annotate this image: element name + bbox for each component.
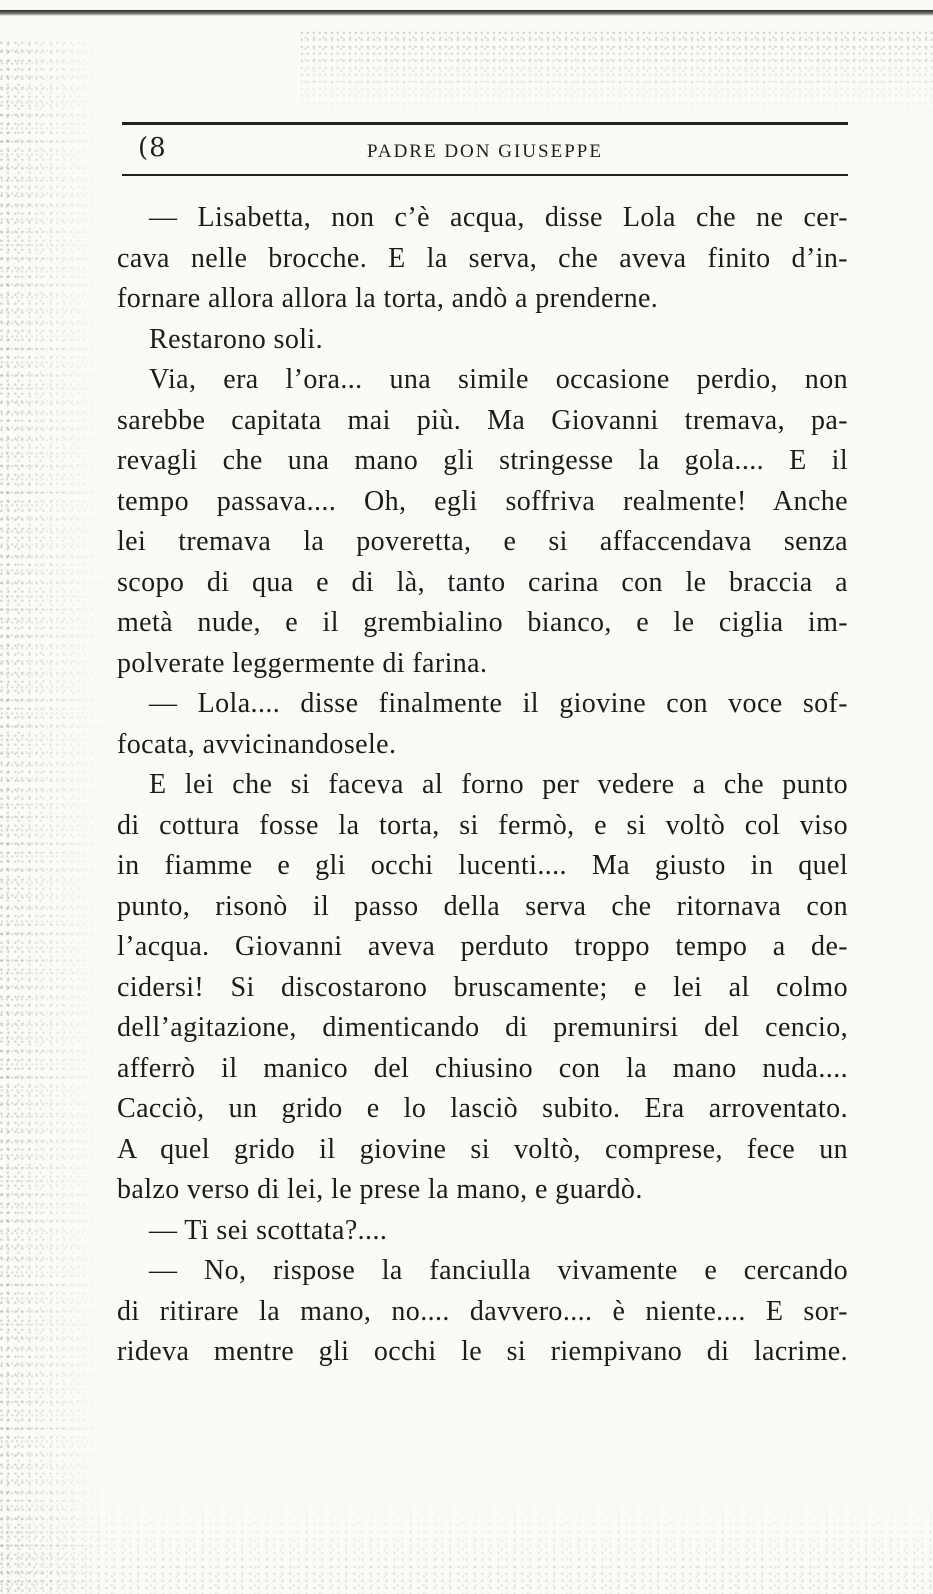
body-text xyxy=(117,198,848,1373)
text-line: afferrò il manico del chiusino con la mano nuda.... xyxy=(117,1052,848,1084)
text-line: E lei che si faceva al forno per vedere a che punto xyxy=(149,769,848,800)
text-line: cava nelle brocche. E la serva, che aveva finito d’in- xyxy=(117,242,848,274)
text-line: dell’agitazione, dimenticando di premunirsi del cencio, xyxy=(117,1012,848,1043)
text-line: — Lola.... disse finalmente il giovine con voce sof- xyxy=(149,688,848,719)
page-top-edge xyxy=(0,10,933,16)
text-line: metà nude, e il grembialino bianco, e le ciglia im- xyxy=(117,607,848,638)
text-line: fornare allora allora la torta, andò a prenderne. xyxy=(117,283,659,314)
text-line: scopo di qua e di là, tanto carina con le braccia a xyxy=(117,566,848,598)
text-line: rideva mentre gli occhi le si riempivano di lacrime. xyxy=(117,1336,848,1367)
text-line: l’acqua. Giovanni aveva perduto troppo tempo a de- xyxy=(117,931,848,962)
scan-noise-left xyxy=(0,40,110,1594)
text-line: balzo verso di lei, le prese la mano, e guardò. xyxy=(117,1174,643,1205)
scan-noise-bottom xyxy=(0,1480,933,1594)
text-line: in fiamme e gli occhi lucenti.... Ma giusto in quel xyxy=(117,850,848,881)
text-line: sarebbe capitata mai più. Ma Giovanni tremava, pa- xyxy=(117,404,848,436)
text-line: Via, era l’ora... una simile occasione perdio, non xyxy=(149,364,848,395)
text-line: lei tremava la poveretta, e si affaccendava senza xyxy=(117,526,848,557)
text-line: A quel grido il giovine si voltò, comprese, fece un xyxy=(117,1133,848,1165)
text-line: revagli che una mano gli stringesse la gola.... E il xyxy=(117,445,848,476)
text-line: tempo passava.... Oh, egli soffriva realmente! Anche xyxy=(117,485,848,517)
page-number: (8 xyxy=(138,133,167,163)
text-line: focata, avvicinandosele. xyxy=(117,728,397,760)
text-line: punto, risonò il passo della serva che ritornava con xyxy=(117,890,848,922)
running-head-title: PADRE DON GIUSEPPE xyxy=(367,141,603,162)
running-head xyxy=(122,122,848,176)
text-line: Cacciò, un grido e lo lasciò subito. Era arroventato. xyxy=(117,1093,848,1124)
text-line: cidersi! Si discostarono bruscamente; e lei al colmo xyxy=(117,971,848,1003)
scan-noise-top xyxy=(300,30,933,120)
text-line: polverate leggermente di farina. xyxy=(117,647,488,679)
text-line: — No, rispose la fanciulla vivamente e cercando xyxy=(149,1255,848,1286)
text-line: Restarono soli. xyxy=(149,323,323,355)
text-line: — Lisabetta, non c’è acqua, disse Lola che ne cer- xyxy=(149,202,848,233)
text-line: di cottura fosse la torta, si fermò, e si voltò col viso xyxy=(117,809,848,841)
text-line: — Ti sei scottata?.... xyxy=(149,1214,388,1246)
text-line: di ritirare la mano, no.... davvero.... è niente.... E sor- xyxy=(117,1295,848,1327)
